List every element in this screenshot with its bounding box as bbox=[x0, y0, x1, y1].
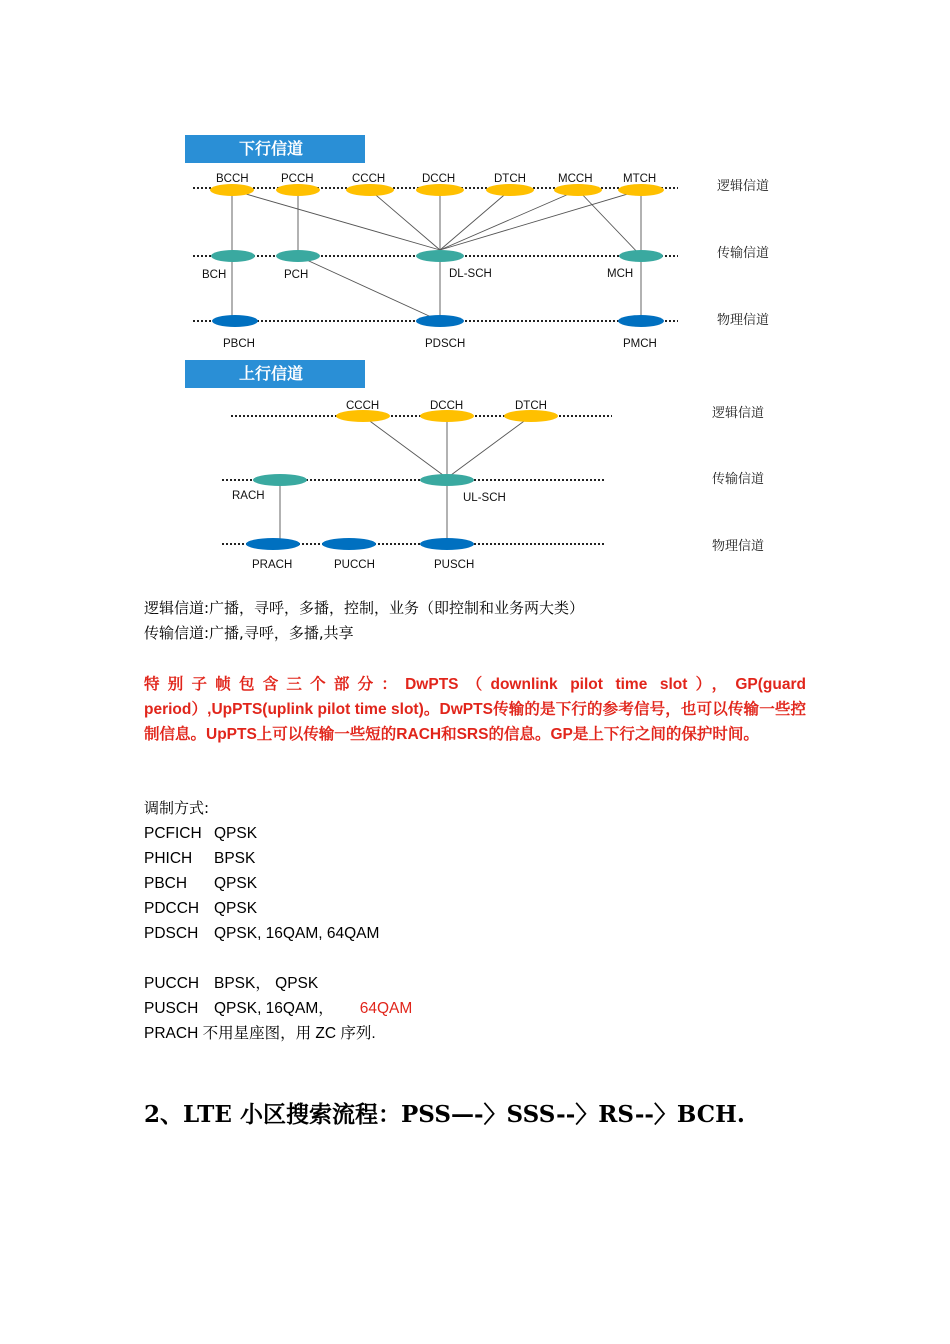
downlink-diagram bbox=[193, 173, 769, 350]
ul-layer-label: 逻辑信道 bbox=[712, 406, 765, 421]
transport-channel-note: 传输信道:广播,寻呼，多播,共享 bbox=[144, 624, 354, 642]
ul-logical-label: CCCH bbox=[346, 400, 380, 412]
ul-ulsch-node bbox=[420, 474, 474, 486]
dl-physical-label: PDSCH bbox=[425, 338, 466, 350]
ul-pusch-node bbox=[420, 538, 474, 550]
ul-physical-label: PUCCH bbox=[334, 559, 375, 571]
modulation-row bbox=[144, 846, 255, 871]
dl-mch-node bbox=[619, 250, 663, 262]
channel-name: PUCCH bbox=[144, 975, 200, 992]
ul-pucch-node bbox=[322, 538, 376, 550]
dl-pmch-node bbox=[618, 315, 664, 327]
ul-logical-label: DCCH bbox=[430, 400, 464, 412]
channel-name: PBCH bbox=[144, 875, 188, 892]
dl-mcch-node bbox=[554, 184, 602, 196]
modulation-row bbox=[144, 871, 257, 896]
dl-logical-label: DTCH bbox=[494, 173, 526, 185]
dl-layer-label: 逻辑信道 bbox=[717, 179, 770, 194]
channel-name: PCFICH bbox=[144, 825, 202, 842]
cell-search-heading: 2、LTE 小区搜索流程：PSS—-〉SSS--〉RS--〉BCH. bbox=[144, 1101, 745, 1128]
dl-pbch-node bbox=[212, 315, 258, 327]
modulation-title: 调制方式: bbox=[144, 799, 210, 817]
dl-transport-label: BCH bbox=[202, 269, 227, 281]
dl-mtch-node bbox=[618, 184, 664, 196]
dl-logical-label: MCCH bbox=[558, 173, 593, 185]
modulation-row bbox=[144, 996, 412, 1021]
modulation-row bbox=[144, 921, 379, 946]
dl-logical-label: CCCH bbox=[352, 173, 386, 185]
ul-rach-node bbox=[253, 474, 307, 486]
channel-name: PDCCH bbox=[144, 900, 200, 917]
channel-name: PUSCH bbox=[144, 1000, 199, 1017]
dl-dcch-node bbox=[416, 184, 464, 196]
dl-physical-label: PBCH bbox=[223, 338, 255, 350]
modulation-value: QPSK bbox=[214, 875, 258, 892]
ul-physical-label: PRACH bbox=[252, 559, 293, 571]
dl-bcch-node bbox=[210, 184, 254, 196]
dl-ccch-node bbox=[346, 184, 394, 196]
dl-physical-label: PMCH bbox=[623, 338, 657, 350]
dl-pdsch-node bbox=[416, 315, 464, 327]
dl-transport-label: MCH bbox=[607, 268, 634, 280]
channel-mapping-diagram bbox=[0, 0, 950, 600]
modulation-value: QPSK, 16QAM， bbox=[214, 1000, 334, 1017]
dl-logical-label: BCCH bbox=[216, 173, 249, 185]
prach-note: PRACH 不用星座图，用 ZC 序列. bbox=[144, 1025, 376, 1042]
dl-layer-label: 传输信道 bbox=[717, 246, 770, 261]
modulation-row bbox=[144, 971, 318, 996]
ul-layer-label: 物理信道 bbox=[712, 539, 765, 554]
logical-channel-note: 逻辑信道:广播，寻呼，多播，控制，业务（即控制和业务两大类） bbox=[144, 599, 585, 617]
special-subframe-text: 特别子帧包含三个部分：DwPTS（downlink pilot time slot），GP(guard period）,UpPTS(uplink pilot time slot)。DwPTS传输的是下行的参考信号，也可以传输一些控制信息。UpPTS上可以传输一些短的RACH和SRS的信息。GP是上下行之间的保护时间。 bbox=[144, 676, 806, 743]
modulation-value-highlight: 64QAM bbox=[359, 1000, 413, 1017]
modulation-value: QPSK, 16QAM, 64QAM bbox=[214, 925, 380, 942]
dl-bch-node bbox=[211, 250, 255, 262]
modulation-row bbox=[144, 896, 257, 921]
modulation-row bbox=[144, 821, 257, 846]
modulation-value: BPSK bbox=[214, 850, 256, 867]
ul-logical-label: DTCH bbox=[515, 400, 547, 412]
special-subframe-paragraph bbox=[144, 672, 806, 747]
ul-transport-label: UL-SCH bbox=[463, 492, 506, 504]
dl-transport-label: PCH bbox=[284, 269, 309, 281]
channel-name: PHICH bbox=[144, 850, 193, 867]
dl-transport-label: DL-SCH bbox=[449, 268, 492, 280]
modulation-value: QPSK bbox=[214, 900, 258, 917]
downlink-banner: 下行信道 bbox=[185, 135, 365, 163]
modulation-value: BPSK， QPSK bbox=[214, 975, 319, 992]
ul-prach-node bbox=[246, 538, 300, 550]
modulation-value: QPSK bbox=[214, 825, 258, 842]
ul-layer-label: 传输信道 bbox=[712, 472, 765, 487]
dl-pcch-node bbox=[276, 184, 320, 196]
ul-physical-label: PUSCH bbox=[434, 559, 475, 571]
dl-layer-label: 物理信道 bbox=[717, 313, 770, 328]
dl-logical-label: PCCH bbox=[281, 173, 314, 185]
ul-transport-label: RACH bbox=[232, 490, 265, 502]
dl-pch-node bbox=[276, 250, 320, 262]
dl-dlsch-node bbox=[416, 250, 464, 262]
uplink-diagram bbox=[222, 400, 764, 571]
uplink-banner: 上行信道 bbox=[185, 360, 365, 388]
dl-dtch-node bbox=[486, 184, 534, 196]
dl-logical-label: MTCH bbox=[623, 173, 657, 185]
dl-logical-label: DCCH bbox=[422, 173, 456, 185]
channel-name: PDSCH bbox=[144, 925, 199, 942]
